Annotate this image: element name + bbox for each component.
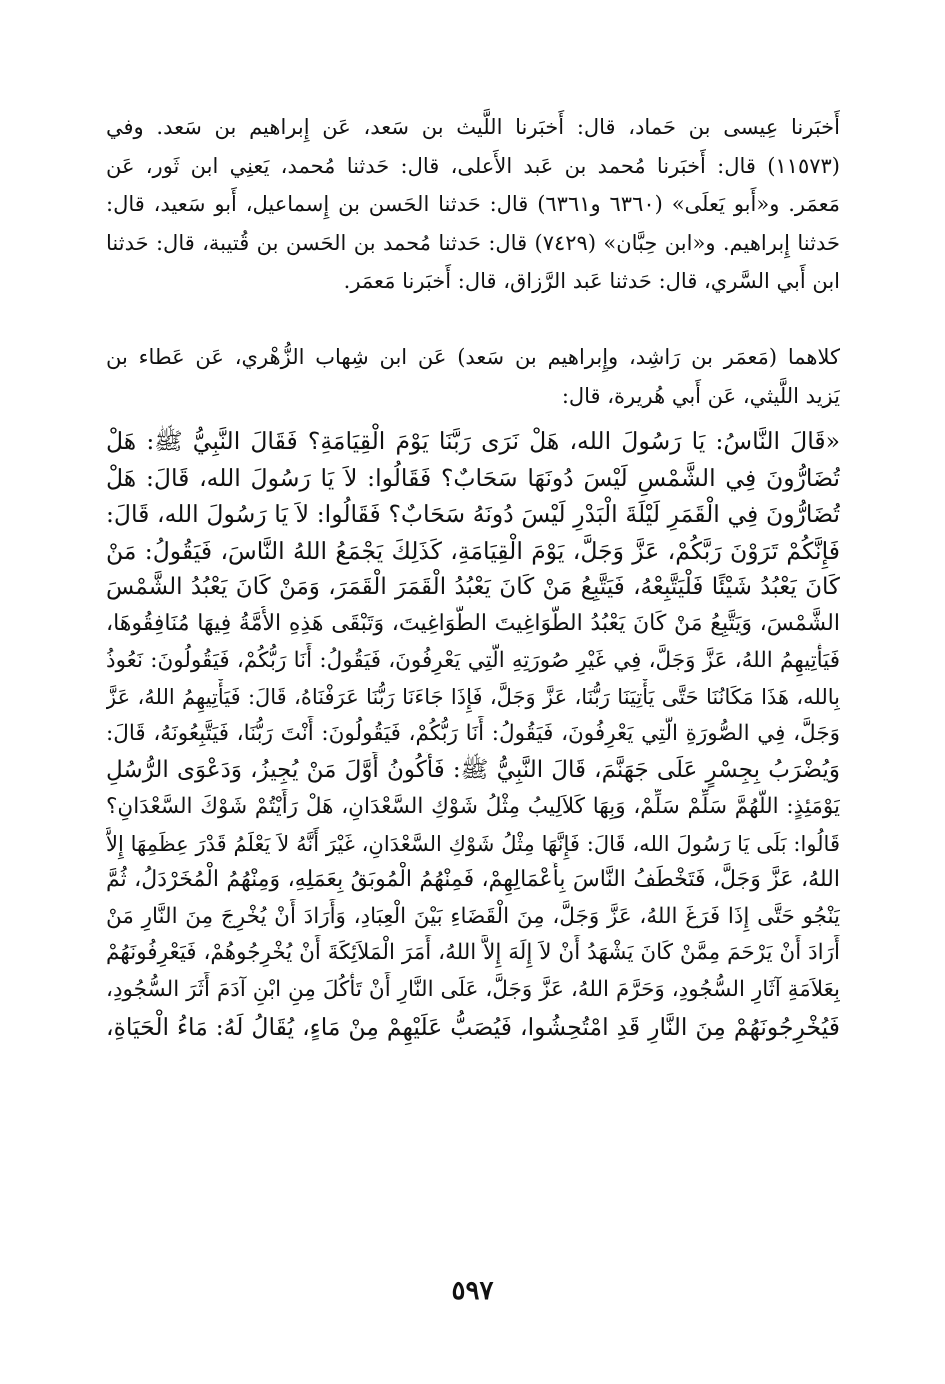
hadith-line: بِالله، هَذَا مَكَانُنَا حَتَّى يَأْتِيَنَا رَبُّنَا، عَزَّ وَجَلَّ، فَإِذَا جَاءَنَا رَبُّنَا عَرَفْنَاهُ، قَالَ: فَيَأْتِيهِمُ اللهُ، عَزَّ	[106, 685, 840, 710]
text-line: حَدثنا إِبراهيم. و«ابن حِبَّان» (٧٤٢٩) قال: حَدثنا مُحمد بن الحَسن بن قُتيبة، قال: حَدثنا	[106, 230, 840, 255]
isnad-chain-paragraph	[106, 338, 840, 415]
text-line: يَزيد اللَّيثي، عَن أَبي هُريرة، قال:	[561, 383, 840, 408]
text-line: ابن أَبي السَّري، قال: حَدثنا عَبد الرَّزاق، قال: أَخبَرنا مَعمَر.	[343, 269, 840, 293]
text-line: كلاهما (مَعمَر بن رَاشِد، وإِبراهيم بن سَعد) عَن ابن شِهاب الزُّهْري، عَن عَطاء بن	[106, 345, 840, 369]
hadith-line: الشَّمْسَ، وَيَتَّبِعُ مَنْ كَانَ يَعْبُدُ الطَّوَاغِيتَ الطَّوَاغِيتَ، وَتَبْقَى هَذِهِ الأُمَّةُ فِيهَا مُنَافِقُوهَا،	[106, 610, 840, 636]
hadith-line: اللهُ، عَزَّ وَجَلَّ، فَتَخْطَفُ النَّاسَ بِأَعْمَالِهِمْ، فَمِنْهُمُ الْمُوبَقُ بِعَمَلِهِ، وَمِنْهُمُ الْمُخَرْدَلُ، ثُمَّ	[106, 867, 840, 893]
text-line: (١١٥٧٣) قال: أَخبَرنا مُحمد بن عَبد الأَعلى، قال: حَدثنا مُحمد، يَعنِي ابن ثَور، عَن	[106, 153, 840, 178]
text-line: أَخبَرنا عِيسى بن حَماد، قال: أَخبَرنا اللَّيث بن سَعد، عَن إِبراهيم بن سَعد. وفي	[106, 115, 840, 139]
hadith-line: بِعَلاَمَةِ آثَارِ السُّجُودِ، وَحَرَّمَ اللهُ، عَزَّ وَجَلَّ، عَلَى النَّارِ أَنْ تَأْكُلَ مِنِ ابْنِ آدَمَ أَثَرَ السُّجُودِ،	[106, 976, 840, 1002]
text-line: مَعمَر. و«أَبو يَعلَى» (٦٣٦٠ و٦٣٦١) قال: حَدثنا الحَسن بن إِسماعيل، أَبو سَعيد، قال:	[106, 192, 840, 216]
hadith-line: وَجَلَّ، فِي الصُّورَةِ الَّتِي يَعْرِفُونَ، فَيَقُولُ: أَنَا رَبُّكُمْ، فَيَقُولُونَ: أَنْتَ رَبُّنَا، فَيَتَّبِعُونَهُ، قَالَ:	[106, 720, 840, 746]
hadith-line: يَوْمَئِذٍ: اللَّهُمَّ سَلِّمْ سَلِّمْ، وَبِهَا كَلاَلِيبُ مِثْلُ شَوْكِ السَّعْدَانِ، هَلْ رَأَيْتُمْ شَوْكَ السَّعْدَانِ؟	[106, 793, 840, 819]
hadith-line: وَيُضْرَبُ بِجِسْرٍ عَلَى جَهَنَّمَ، قَالَ النَّبِيُّ ﷺ: فَأَكُونُ أَوَّلَ مَنْ يُجِيزُ، وَدَعْوَى الرُّسُلِ	[106, 757, 840, 784]
hadith-line: فَيُخْرِجُونَهُمْ مِنَ النَّارِ قَدِ امْتُحِشُوا، فَيُصَبُّ عَلَيْهِمْ مِنْ مَاءٍ، يُقَالُ لَهُ: مَاءُ الْحَيَاةِ،	[106, 1012, 840, 1041]
hadith-line: يَنْجُو حَتَّى إِذَا فَرَغَ اللهُ، عَزَّ وَجَلَّ، مِنَ الْقَضَاءِ بَيْنَ الْعِبَادِ، وَأَرَادَ أَنْ يُخْرِجَ مِنَ النَّارِ مَنْ	[106, 903, 840, 929]
hadith-line: قَالُوا: بَلَى يَا رَسُولَ الله، قَالَ: فَإِنَّهَا مِثْلُ شَوْكِ السَّعْدَانِ، غَيْرَ أَنَّهُ لاَ يَعْلَمُ قَدْرَ عِظَمِهَا إِلاَّ	[106, 831, 840, 856]
page-number: ٥٩٧	[451, 1276, 494, 1306]
hadith-line: كَانَ يَعْبُدُ شَيْئًا فَلْيَتَّبِعْهُ، فَيَتَّبِعُ مَنْ كَانَ يَعْبُدُ الْقَمَرَ الْقَمَرَ، وَمَنْ كَانَ يَعْبُدُ الشَّمْسَ	[106, 574, 840, 601]
hadith-line: تُضَارُّونَ فِي الْقَمَرِ لَيْلَةَ الْبَدْرِ لَيْسَ دُونَهُ سَحَابٌ؟ فَقَالُوا: لاَ يَا رَسُولَ الله، قَالَ:	[106, 500, 840, 529]
hadith-line: فَيَأْتِيهِمُ اللهُ، عَزَّ وَجَلَّ، فِي غَيْرِ صُورَتِهِ الَّتِي يَعْرِفُونَ، فَيَقُولُ: أَنَا رَبُّكُمْ، فَيَقُولُونَ: نَعُوذُ	[106, 647, 840, 673]
hadith-line: تُضَارُّونَ فِي الشَّمْسِ لَيْسَ دُونَهَا سَحَابٌ؟ فَقَالُوا: لاَ يَا رَسُولَ الله، قَالَ: هَلْ	[106, 463, 840, 492]
isnad-paragraph	[106, 108, 840, 301]
hadith-text	[106, 423, 840, 1045]
hadith-line: فَإِنَّكُمْ تَرَوْنَ رَبَّكُمْ، عَزَّ وَجَلَّ، يَوْمَ الْقِيَامَةِ، كَذَلِكَ يَجْمَعُ اللهُ النَّاسَ، فَيَقُولُ: مَنْ	[106, 536, 840, 565]
hadith-line: أَرَادَ أَنْ يَرْحَمَ مِمَّنْ كَانَ يَشْهَدُ أَنْ لاَ إِلَهَ إِلاَّ اللهُ، أَمَرَ الْمَلاَئِكَةَ أَنْ يُخْرِجُوهُمْ، فَيَعْرِفُونَهُمْ	[106, 940, 840, 966]
hadith-line: «قَالَ النَّاسُ: يَا رَسُولَ الله، هَلْ نَرَى رَبَّنَا يَوْمَ الْقِيَامَةِ؟ فَقَالَ النَّبِيُّ ﷺ: هَلْ	[106, 427, 840, 455]
